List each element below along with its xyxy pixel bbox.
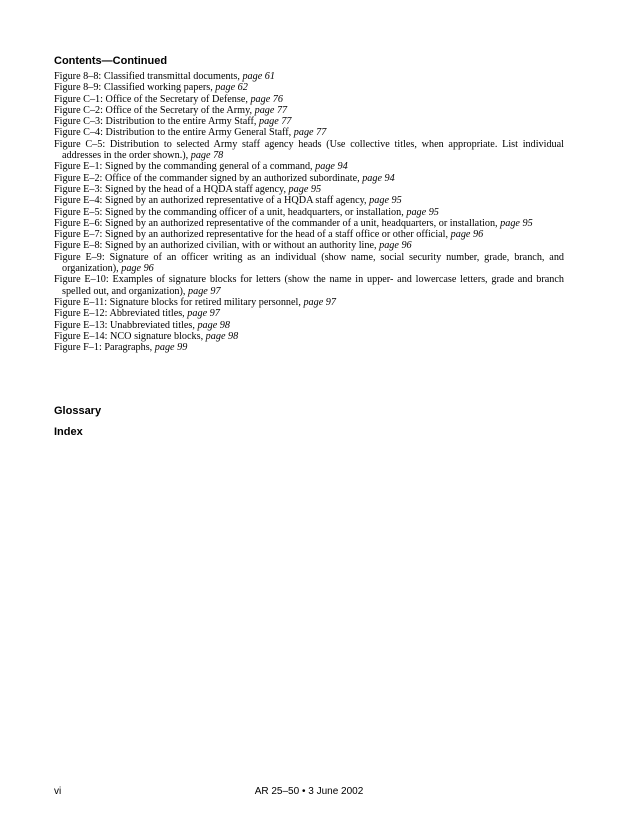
figure-page-ref[interactable]: page 95	[288, 183, 322, 195]
figure-label: Figure E–6:	[54, 217, 103, 229]
figure-label: Figure C–1:	[54, 93, 103, 105]
figure-label: Figure E–12:	[54, 308, 108, 320]
figure-label: Figure E–5:	[54, 206, 103, 218]
figure-entry[interactable]	[54, 173, 564, 184]
figure-title: Signed by an authorized representative of the commander of a unit, headquarters, or installation,	[104, 217, 498, 229]
figure-title: Office of the Secretary of Defense,	[105, 93, 248, 105]
figure-label: Figure 8–8:	[54, 71, 102, 82]
figure-page-ref[interactable]: page 97	[303, 296, 336, 308]
figure-title: Distribution to the entire Army General Staff,	[105, 127, 292, 139]
figure-entry[interactable]	[54, 297, 564, 308]
figure-page-ref[interactable]: page 96	[379, 240, 412, 252]
figure-label: Figure C–5:	[54, 138, 106, 150]
figure-label: Figure E–8:	[54, 240, 103, 252]
figure-title: Abbreviated titles,	[109, 308, 185, 320]
figure-label: Figure E–3:	[54, 183, 103, 195]
figure-title: Examples of signature blocks for letters (show the name in upper- and lowercase letters, grade and branch spelled out, and organization),	[62, 274, 564, 297]
figure-title: Signed by an authorized civilian, with or without an authority line,	[104, 240, 377, 252]
figure-title: Paragraphs,	[104, 342, 153, 354]
figure-title: Signature blocks for retired military personnel,	[109, 296, 301, 308]
figure-entry[interactable]	[54, 184, 564, 195]
figure-entry[interactable]	[54, 127, 564, 138]
figure-entry[interactable]	[54, 116, 564, 127]
figure-title: NCO signature blocks,	[110, 330, 204, 342]
figure-page-ref[interactable]: page 96	[121, 263, 154, 275]
figure-title: Distribution to selected Army staff agency heads (Use collective titles, when appropriate. List individual addresses in the order shown.),	[62, 138, 565, 162]
figure-label: Figure E–2:	[54, 172, 103, 184]
figure-title: Office of the Secretary of the Army,	[105, 104, 253, 116]
figure-page-ref[interactable]: page 97	[187, 308, 220, 320]
figure-label: Figure F–1:	[54, 342, 102, 354]
figure-entry[interactable]	[54, 274, 564, 297]
figure-label: Figure C–2:	[54, 104, 103, 116]
figure-title: Signed by the commanding general of a command,	[104, 161, 313, 173]
figure-entry[interactable]	[54, 342, 564, 353]
figure-title: Classified transmittal documents,	[103, 71, 240, 82]
figure-page-ref[interactable]: page 99	[154, 342, 188, 354]
figure-page-ref[interactable]: page 97	[188, 285, 221, 297]
figure-entry[interactable]	[54, 218, 564, 229]
figure-page-ref[interactable]: page 94	[362, 172, 395, 184]
figure-title: Unabbreviated titles,	[110, 319, 195, 331]
figure-title: Signature of an officer writing as an individual (show name, social security number, grade, branch, and organization),	[62, 251, 565, 275]
figure-label: Figure E–4:	[54, 195, 103, 207]
figure-page-ref[interactable]: page 76	[250, 93, 283, 105]
figure-entry[interactable]	[54, 320, 564, 331]
figure-page-ref[interactable]: page 62	[215, 82, 248, 94]
figure-page-ref[interactable]: page 96	[450, 229, 484, 241]
figure-label: Figure E–11:	[54, 296, 108, 308]
figure-label: Figure 8–9:	[54, 82, 102, 94]
figure-page-ref[interactable]: page 94	[315, 161, 348, 173]
figure-page-ref[interactable]: page 78	[190, 150, 224, 162]
figure-title: Signed by an authorized representative for the head of a staff office or other official,	[104, 229, 449, 241]
figure-label: Figure C–4:	[54, 127, 103, 139]
figure-entry[interactable]	[54, 139, 564, 162]
figure-page-ref[interactable]: page 98	[197, 319, 230, 331]
figure-entry[interactable]	[54, 331, 564, 342]
figure-title: Signed by an authorized representative of a HQDA staff agency,	[104, 195, 367, 207]
figure-page-ref[interactable]: page 95	[500, 217, 533, 229]
figure-entry[interactable]	[54, 71, 564, 82]
figure-entry[interactable]	[54, 161, 564, 172]
figure-entry[interactable]	[54, 229, 564, 240]
figure-title: Distribution to the entire Army Staff,	[105, 116, 257, 128]
figure-entry[interactable]	[54, 105, 564, 116]
figure-page-ref[interactable]: page 77	[258, 116, 292, 128]
figure-label: Figure E–9:	[54, 251, 105, 263]
figure-entry[interactable]	[54, 82, 564, 93]
figure-entry[interactable]	[54, 240, 564, 251]
figure-page-ref[interactable]: page 77	[254, 104, 288, 116]
figure-title: Classified working papers,	[103, 82, 213, 94]
figure-title: Signed by the commanding officer of a unit, headquarters, or installation,	[104, 206, 404, 218]
index-heading[interactable]: Index	[54, 426, 83, 438]
figure-page-ref[interactable]: page 61	[242, 71, 275, 82]
glossary-heading[interactable]: Glossary	[54, 405, 102, 417]
figure-entry[interactable]	[54, 308, 564, 319]
figure-entry[interactable]	[54, 195, 564, 206]
figure-label: Figure E–7:	[54, 229, 103, 241]
figure-list	[54, 71, 564, 353]
figure-label: Figure E–13:	[54, 319, 108, 331]
figure-title: Office of the commander signed by an authorized subordinate,	[104, 172, 360, 184]
figure-page-ref[interactable]: page 98	[205, 330, 239, 342]
figure-page-ref[interactable]: page 95	[369, 195, 402, 207]
figure-page-ref[interactable]: page 77	[293, 127, 327, 139]
figure-label: Figure E–1:	[54, 161, 103, 173]
figure-label: Figure E–10:	[54, 274, 109, 286]
figure-entry[interactable]	[54, 207, 564, 218]
contents-heading: Contents—Continued	[54, 55, 168, 67]
figure-title: Signed by the head of a HQDA staff agency,	[104, 183, 286, 195]
figure-label: Figure C–3:	[54, 116, 103, 128]
document-info: AR 25–50 • 3 June 2002	[254, 786, 364, 797]
page-number: vi	[54, 786, 62, 797]
figure-page-ref[interactable]: page 95	[406, 206, 439, 218]
figure-entry[interactable]	[54, 252, 564, 275]
figure-label: Figure E–14:	[54, 330, 108, 342]
figure-entry[interactable]	[54, 94, 564, 105]
